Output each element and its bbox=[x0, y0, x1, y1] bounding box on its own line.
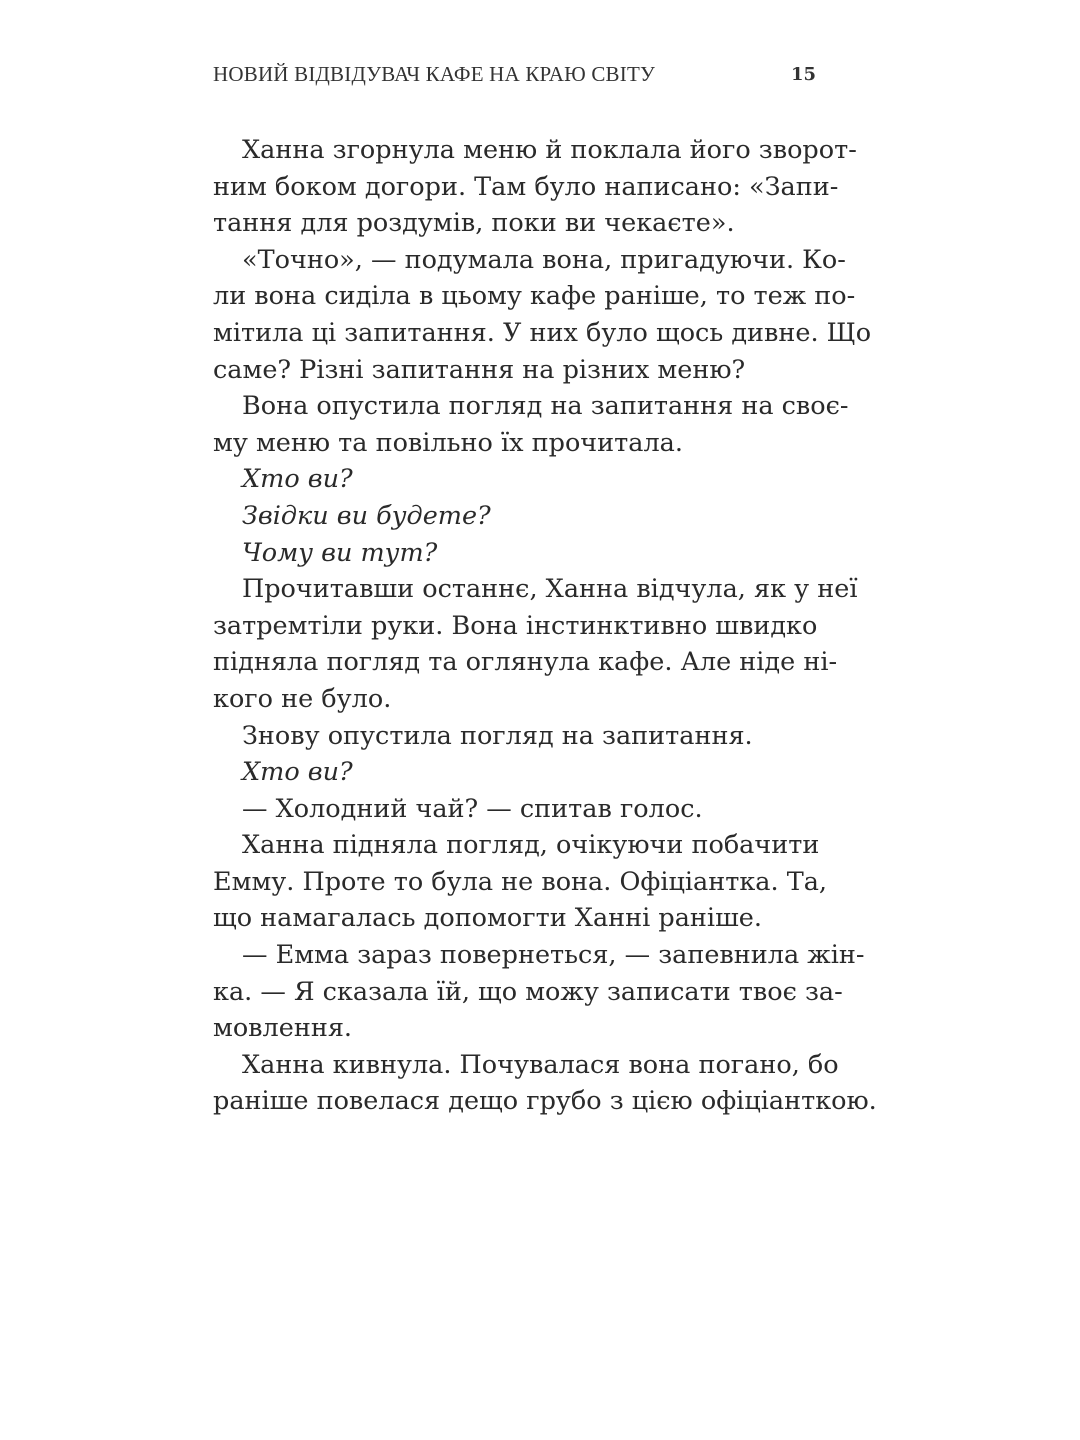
italic-question-line: Чому ви тут? bbox=[242, 537, 438, 568]
italic-question-line: Хто ви? bbox=[242, 464, 353, 495]
page-number: 15 bbox=[790, 64, 816, 85]
text-line: кого не було. bbox=[213, 683, 392, 714]
text-line: Ханна кивнула. Почувалася вона погано, бо bbox=[242, 1049, 839, 1080]
text-line: затремтіли руки. Вона інстинктивно швидко bbox=[213, 610, 818, 641]
text-line: ли вона сиділа в цьому кафе раніше, то теж по- bbox=[213, 281, 856, 312]
text-line: «Точно», — подумала вона, пригадуючи. Ко- bbox=[242, 244, 846, 275]
text-line: Емму. Проте то була не вона. Офіціантка. Та, bbox=[213, 866, 828, 897]
text-line: підняла погляд та оглянула кафе. Але ніде ні- bbox=[213, 647, 838, 678]
text-line: му меню та повільно їх прочитала. bbox=[213, 427, 683, 458]
text-line: Вона опустила погляд на запитання на своє- bbox=[242, 391, 849, 422]
text-line: тання для роздумів, поки ви чекаєте». bbox=[213, 208, 735, 239]
text-line: що намагалась допомогти Ханні раніше. bbox=[213, 903, 762, 934]
text-line: мовлення. bbox=[213, 1013, 353, 1044]
body-text bbox=[213, 132, 877, 1120]
text-line: ним боком догори. Там було написано: «Запи- bbox=[213, 171, 839, 202]
text-line: — Холодний чай? — спитав голос. bbox=[242, 793, 703, 824]
text-line: мітила ці запитання. У них було щось дивне. Що bbox=[213, 317, 872, 348]
text-line: раніше повелася дещо грубо з цією офіціанткою. bbox=[213, 1086, 877, 1117]
text-line: — Емма зараз повернеться, — запевнила жін- bbox=[242, 940, 865, 971]
text-line: Прочитавши останнє, Ханна відчула, як у неї bbox=[242, 574, 858, 605]
italic-question-line: Хто ви? bbox=[242, 757, 353, 788]
italic-question-line: Звідки ви будете? bbox=[242, 500, 491, 531]
text-line: саме? Різні запитання на різних меню? bbox=[213, 354, 746, 385]
text-line: Ханна підняла погляд, очікуючи побачити bbox=[242, 830, 820, 861]
text-line: Ханна згорнула меню й поклала його зворот- bbox=[242, 135, 857, 165]
text-line: Знову опустила погляд на запитання. bbox=[242, 720, 753, 751]
running-head-title: НОВИЙ ВІДВІДУВАЧ КАФЕ НА КРАЮ СВІТУ bbox=[213, 62, 656, 86]
text-line: ка. — Я сказала їй, що можу записати твоє за- bbox=[213, 976, 843, 1007]
